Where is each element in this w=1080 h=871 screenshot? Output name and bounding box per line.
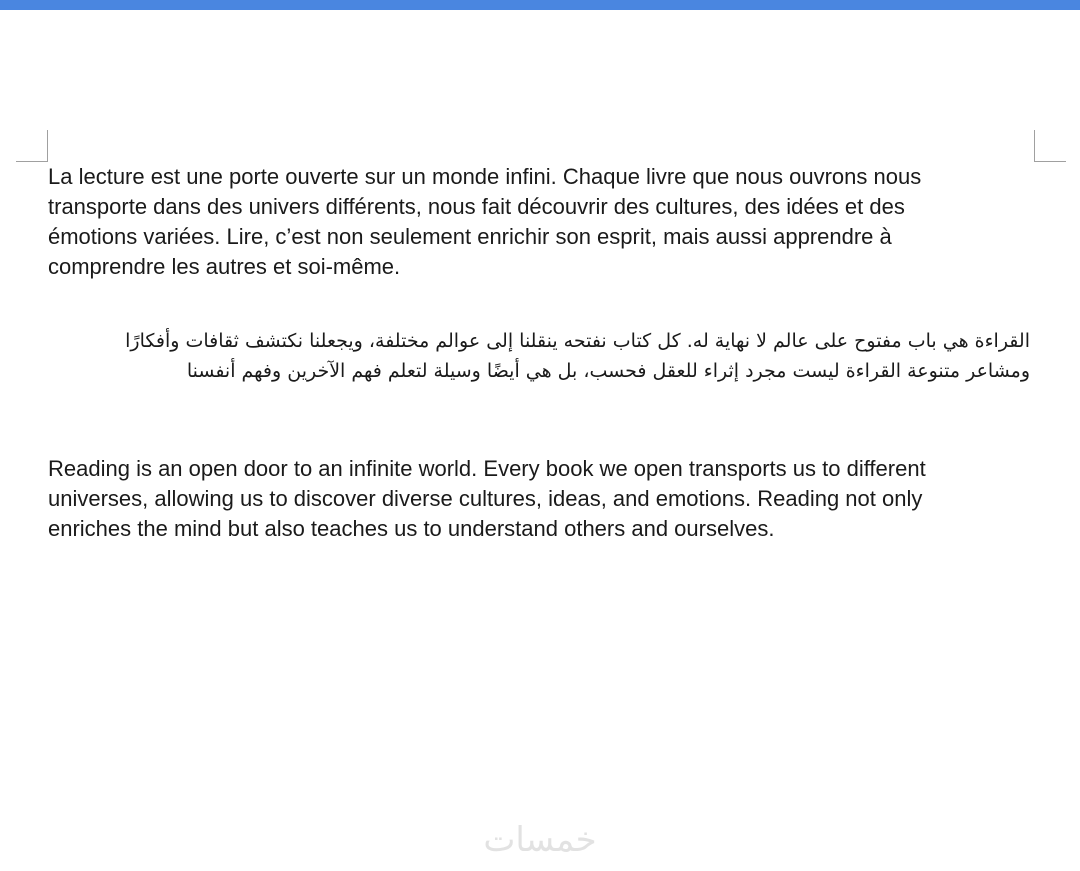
app-top-bar (0, 0, 1080, 10)
paragraph-french[interactable]: La lecture est une porte ouverte sur un monde infini. Chaque livre que nous ouvrons nous transporte dans des univers différents, nous fait découvrir des cultures, des idées et des émotions variées. Lire, c’est non seulement enrichir son esprit, mais aussi apprendre à comprendre les autres et soi-même. (48, 164, 922, 279)
paragraph-arabic[interactable]: القراءة هي باب مفتوح على عالم لا نهاية له. كل كتاب نفتحه ينقلنا إلى عوالم مختلفة، ويجعلنا نكتشف ثقافات وأفكارًا ومشاعر متنوعة القراءة ليست مجرد إثراء للعقل فحسب، بل هي أيضًا وسيلة لتعلم فهم الآخرين وفهم أنفسنا (125, 330, 1030, 382)
watermark-logo: خمسات (483, 820, 597, 860)
left-margin-corner-mark (16, 130, 48, 162)
paragraph-english[interactable]: Reading is an open door to an infinite world. Every book we open transports us to different universes, allowing us to discover diverse cultures, ideas, and emotions. Reading not only enriches the mind but also teaches us to understand others and ourselves. (48, 456, 926, 541)
right-margin-corner-mark (1034, 130, 1066, 162)
